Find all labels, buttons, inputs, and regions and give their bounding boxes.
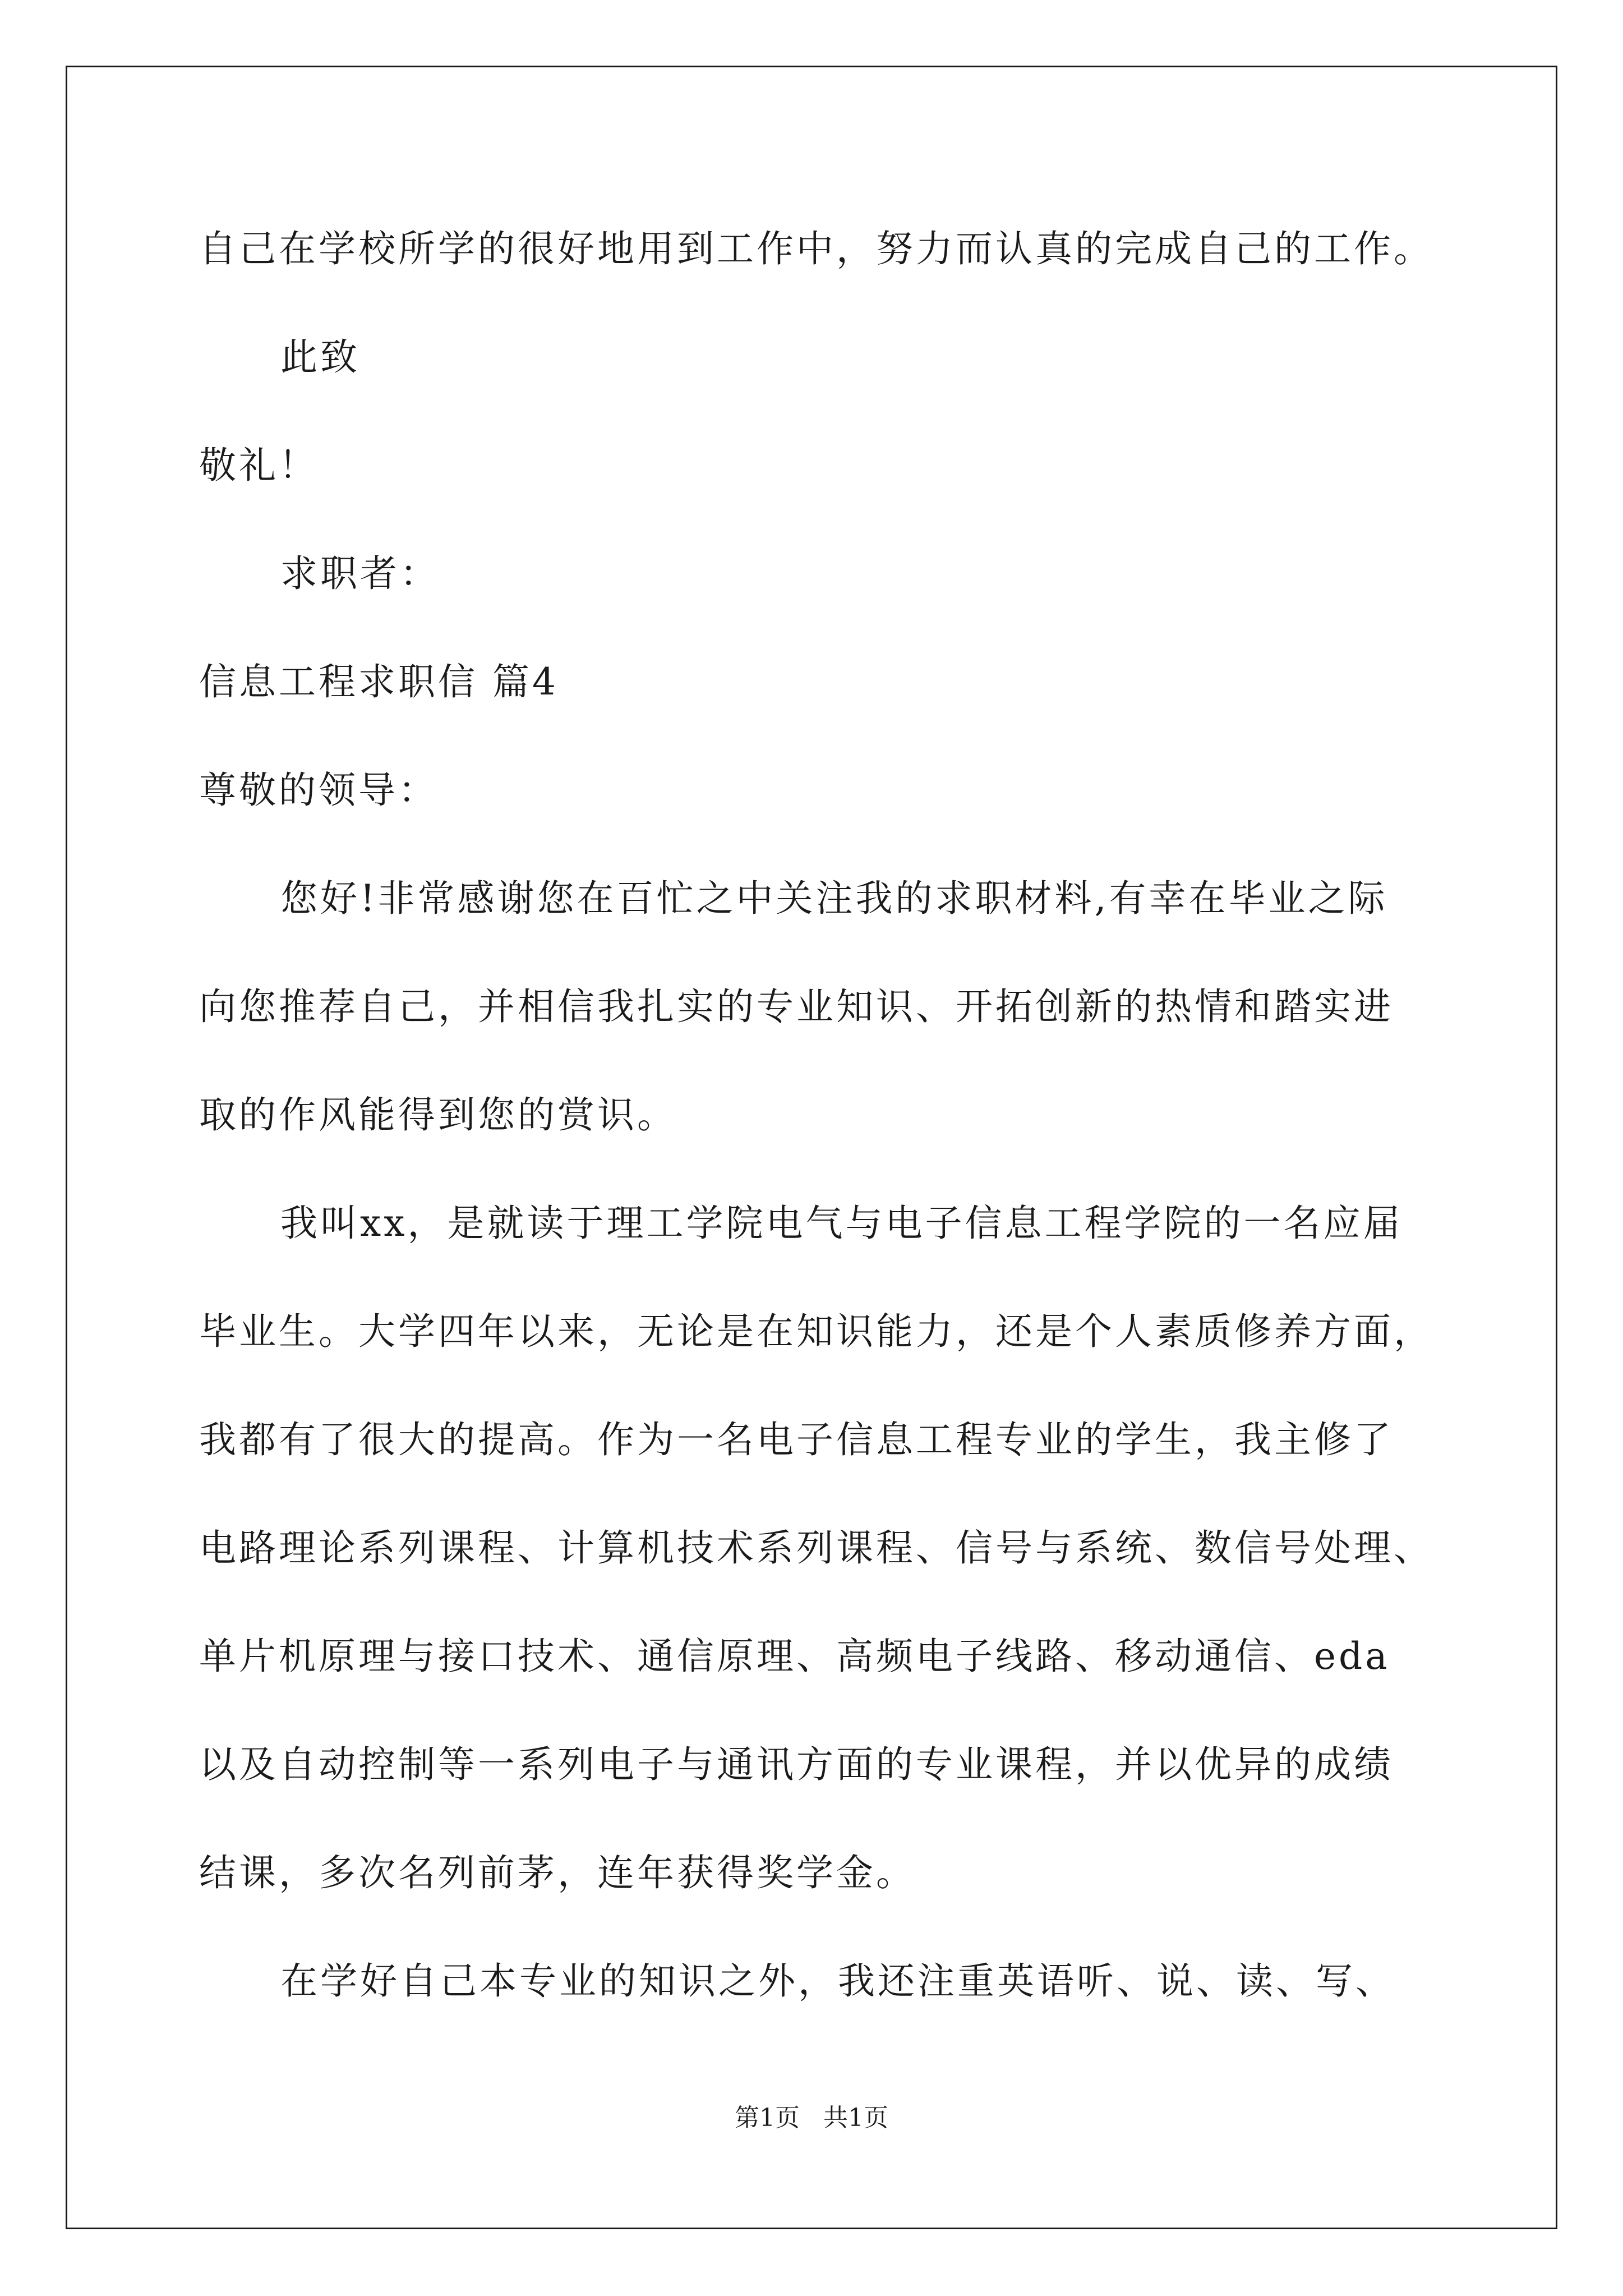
page-border: [66, 66, 1557, 2229]
body-line: 电路理论系列课程、计算机技术系列课程、信号与系统、数信号处理、: [199, 1526, 1433, 1570]
body-line: 在学好自己本专业的知识之外，我还注重英语听、说、读、写、: [280, 1959, 1395, 2003]
closing-regards: 敬礼！: [199, 444, 319, 487]
body-line: 向您推荐自己，并相信我扎实的专业知识、开拓创新的热情和踏实进: [199, 985, 1394, 1028]
body-line: 以及自动控制等一系列电子与通讯方面的专业课程，并以优异的成绩: [199, 1743, 1394, 1786]
closing-salutation: 此致: [280, 335, 360, 379]
section-heading: 信息工程求职信 篇4: [199, 660, 559, 703]
body-line: 自己在学校所学的很好地用到工作中，努力而认真的完成自己的工作。: [199, 227, 1433, 270]
body-line: 结课，多次名列前茅，连年获得奖学金。: [199, 1851, 916, 1894]
body-line: 单片机原理与接口技术、通信原理、高频电子线路、移动通信、eda: [199, 1635, 1390, 1678]
body-line: 取的作风能得到您的赏识。: [199, 1093, 677, 1137]
signature-label: 求职者：: [280, 552, 440, 595]
body-line: 毕业生。大学四年以来，无论是在知识能力，还是个人素质修养方面，: [199, 1310, 1433, 1353]
body-line: 我都有了很大的提高。作为一名电子信息工程专业的学生，我主修了: [199, 1418, 1394, 1461]
page-number-footer: 第1页 共1页: [735, 2104, 888, 2132]
body-line: 我叫xx，是就读于理工学院电气与电子信息工程学院的一名应届: [280, 1202, 1403, 1245]
body-line: 您好!非常感谢您在百忙之中关注我的求职材料,有幸在毕业之际: [280, 877, 1388, 920]
greeting: 尊敬的领导：: [199, 769, 438, 812]
